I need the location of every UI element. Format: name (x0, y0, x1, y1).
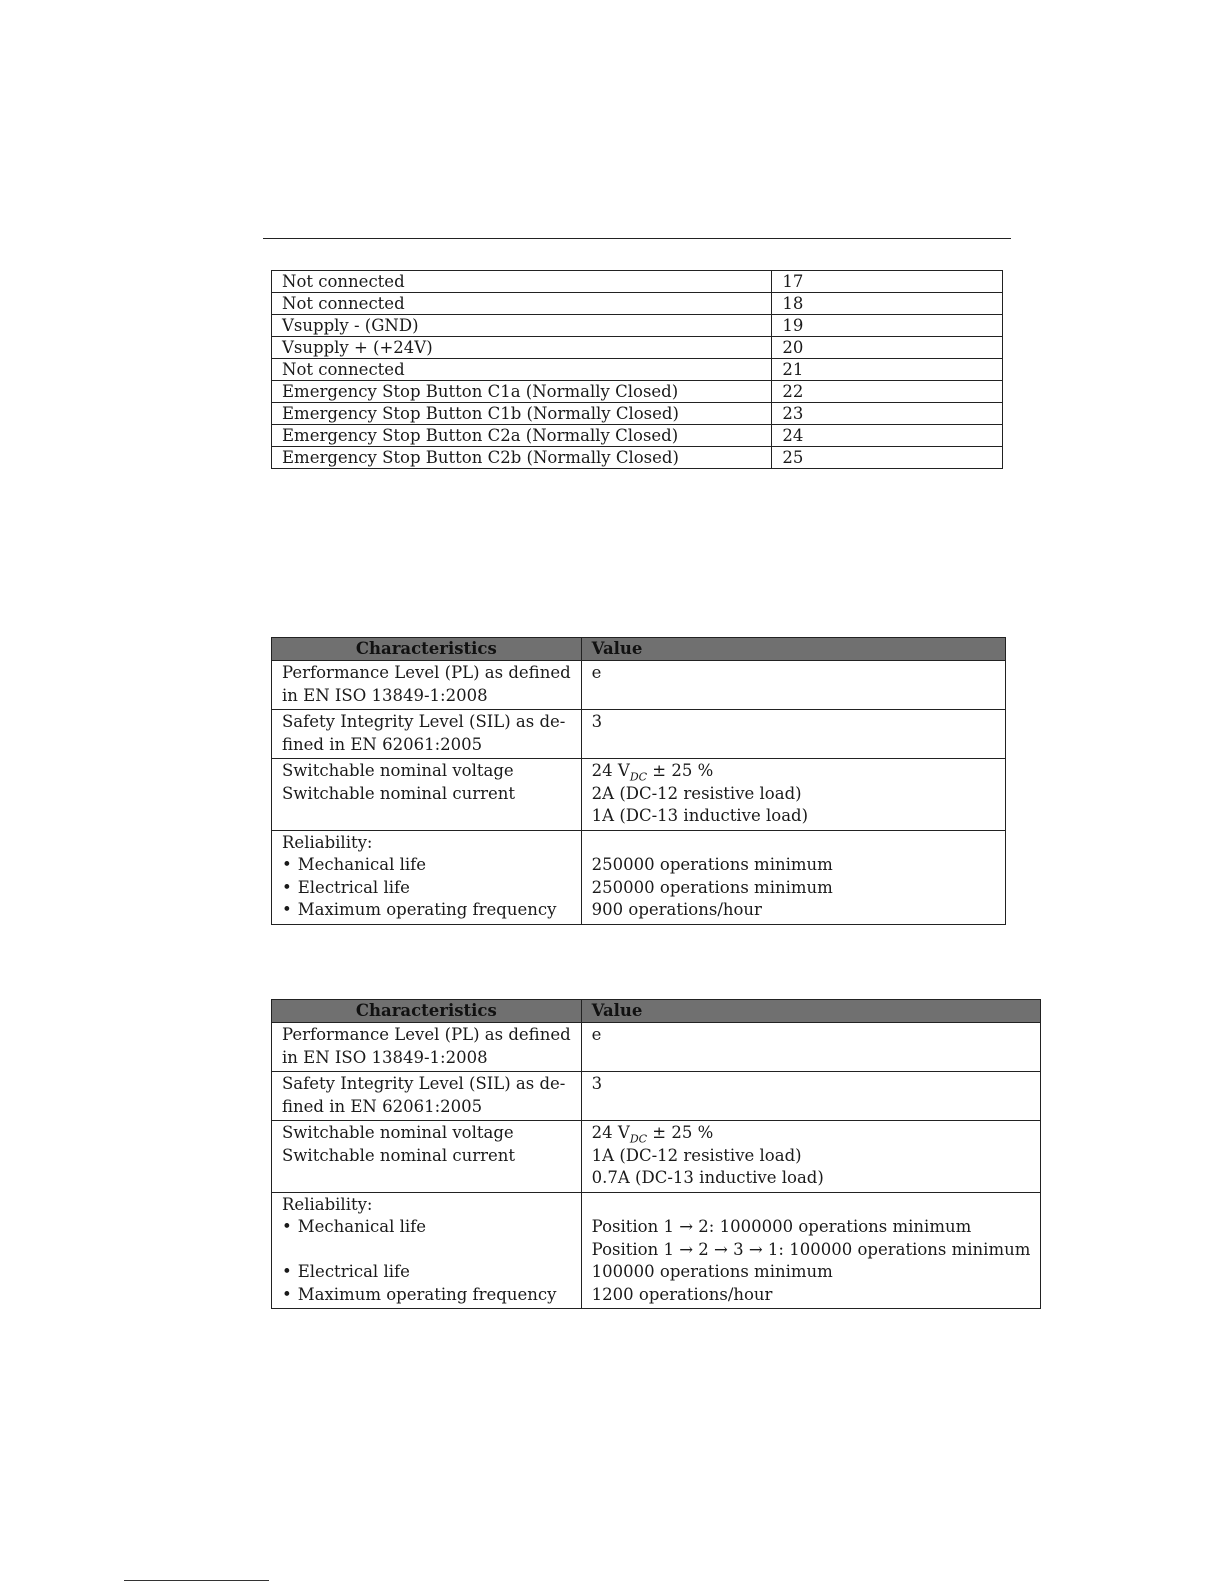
value-text: 1A (DC-12 resistive load) (591, 1145, 802, 1165)
value-text: 100000 operations minimum (591, 1262, 833, 1281)
table-header-row (272, 638, 1006, 661)
value-text: 24 V (591, 1123, 630, 1142)
table-row-sil (272, 1072, 1041, 1121)
pin-description: Not connected (272, 271, 772, 293)
value-text: 1A (DC-13 inductive load) (591, 806, 809, 825)
characteristic-cell (272, 1121, 582, 1193)
table-row-performance-level (272, 661, 1006, 710)
pin-assignment-table (271, 270, 1003, 469)
characteristic-text: Safety Integrity Level (SIL) as de- (282, 712, 566, 731)
pin-description: Not connected (272, 359, 772, 381)
bullet-item: • Electrical life (282, 1261, 571, 1284)
value-cell (581, 661, 1005, 710)
characteristics-table-1 (271, 637, 1006, 925)
value-cell (581, 710, 1005, 759)
value-text: ± 25 % (647, 1123, 714, 1142)
value-cell (581, 830, 1005, 924)
characteristic-text: fined in EN 62061:2005 (282, 734, 483, 754)
characteristic-cell (272, 1072, 582, 1121)
characteristics-table-2 (271, 999, 1041, 1309)
value-text: 0.7A (DC-13 inductive load) (591, 1168, 824, 1187)
characteristic-text: Switchable nominal current (282, 1145, 516, 1165)
value-text: 24 V (591, 761, 630, 780)
value-text: 3 (591, 1074, 603, 1093)
pin-number: 22 (772, 381, 1003, 403)
value-cell (581, 759, 1005, 831)
bullet-item: • Maximum operating frequency (282, 899, 571, 922)
value-text: 2A (DC-12 resistive load) (591, 783, 802, 803)
pin-number: 23 (772, 403, 1003, 425)
value-text: Position 1 → 2: 1000000 operations minimum (591, 1217, 972, 1236)
pin-number: 20 (772, 337, 1003, 359)
spacer (592, 832, 995, 855)
value-text: e (591, 1025, 602, 1044)
bullet-item: • Mechanical life (282, 1216, 571, 1239)
footnote-rule (124, 1580, 269, 1581)
spacer (592, 1194, 1031, 1217)
pin-description: Vsupply - (GND) (272, 315, 772, 337)
characteristic-text: Performance Level (PL) as defined (282, 1025, 571, 1044)
characteristic-text: Reliability: (282, 1194, 373, 1214)
table-row (272, 403, 1003, 425)
characteristic-text: Switchable nominal voltage (282, 1123, 514, 1142)
characteristic-cell (272, 759, 582, 831)
characteristic-text: Reliability: (282, 832, 373, 852)
table-row-reliability (272, 830, 1006, 924)
column-header-characteristics: Characteristics (272, 1000, 582, 1023)
pin-description: Emergency Stop Button C1b (Normally Closed) (272, 403, 772, 425)
characteristic-text: fined in EN 62061:2005 (282, 1096, 483, 1116)
header-rule (263, 238, 1011, 239)
pin-description: Emergency Stop Button C2a (Normally Closed) (272, 425, 772, 447)
bullet-item: • Electrical life (282, 877, 571, 900)
column-header-value: Value (581, 638, 1005, 661)
value-text: Position 1 → 2 → 3 → 1: 100000 operations minimum (591, 1239, 1031, 1259)
value-cell (581, 1192, 1041, 1309)
pin-number: 17 (772, 271, 1003, 293)
value-subscript: DC (629, 1132, 648, 1146)
value-text: 250000 operations minimum (591, 855, 833, 874)
voltage-value (592, 1122, 1031, 1145)
value-cell (581, 1072, 1041, 1121)
value-cell (581, 1121, 1041, 1193)
characteristic-cell (272, 1023, 582, 1072)
table-row (272, 315, 1003, 337)
table-row-performance-level (272, 1023, 1041, 1072)
characteristic-text: Performance Level (PL) as defined (282, 663, 571, 682)
table-row-electrical-ratings (272, 1121, 1041, 1193)
value-subscript: DC (629, 770, 648, 784)
characteristic-text: Switchable nominal voltage (282, 761, 514, 780)
table-row-reliability (272, 1192, 1041, 1309)
column-header-characteristics: Characteristics (272, 638, 582, 661)
characteristic-text: in EN ISO 13849-1:2008 (282, 685, 488, 705)
value-text: ± 25 % (647, 761, 714, 780)
table-row (272, 271, 1003, 293)
pin-number: 25 (772, 447, 1003, 469)
characteristic-cell (272, 710, 582, 759)
value-cell (581, 1023, 1041, 1072)
pin-description: Vsupply + (+24V) (272, 337, 772, 359)
table-row (272, 337, 1003, 359)
characteristic-cell (272, 1192, 582, 1309)
value-text: 900 operations/hour (591, 900, 762, 919)
table-row (272, 447, 1003, 469)
value-text: e (591, 663, 602, 682)
pin-description: Not connected (272, 293, 772, 315)
pin-number: 18 (772, 293, 1003, 315)
characteristic-cell (272, 661, 582, 710)
table-row (272, 293, 1003, 315)
pin-description: Emergency Stop Button C2b (Normally Closed) (272, 447, 772, 469)
pin-description: Emergency Stop Button C1a (Normally Closed) (272, 381, 772, 403)
characteristic-cell (272, 830, 582, 924)
pin-number: 21 (772, 359, 1003, 381)
characteristic-text: Safety Integrity Level (SIL) as de- (282, 1074, 566, 1093)
characteristic-text: Switchable nominal current (282, 783, 516, 803)
spacer (282, 1239, 571, 1262)
table-row-electrical-ratings (272, 759, 1006, 831)
table-row-sil (272, 710, 1006, 759)
table-header-row (272, 1000, 1041, 1023)
bullet-item: • Mechanical life (282, 854, 571, 877)
characteristic-text: in EN ISO 13849-1:2008 (282, 1047, 488, 1067)
bullet-item: • Maximum operating frequency (282, 1284, 571, 1307)
value-text: 1200 operations/hour (591, 1284, 773, 1304)
table-row (272, 359, 1003, 381)
column-header-value: Value (581, 1000, 1041, 1023)
value-text: 250000 operations minimum (591, 877, 833, 897)
pin-number: 19 (772, 315, 1003, 337)
table-row (272, 381, 1003, 403)
table-row (272, 425, 1003, 447)
pin-number: 24 (772, 425, 1003, 447)
voltage-value (592, 760, 995, 783)
value-text: 3 (591, 712, 603, 731)
